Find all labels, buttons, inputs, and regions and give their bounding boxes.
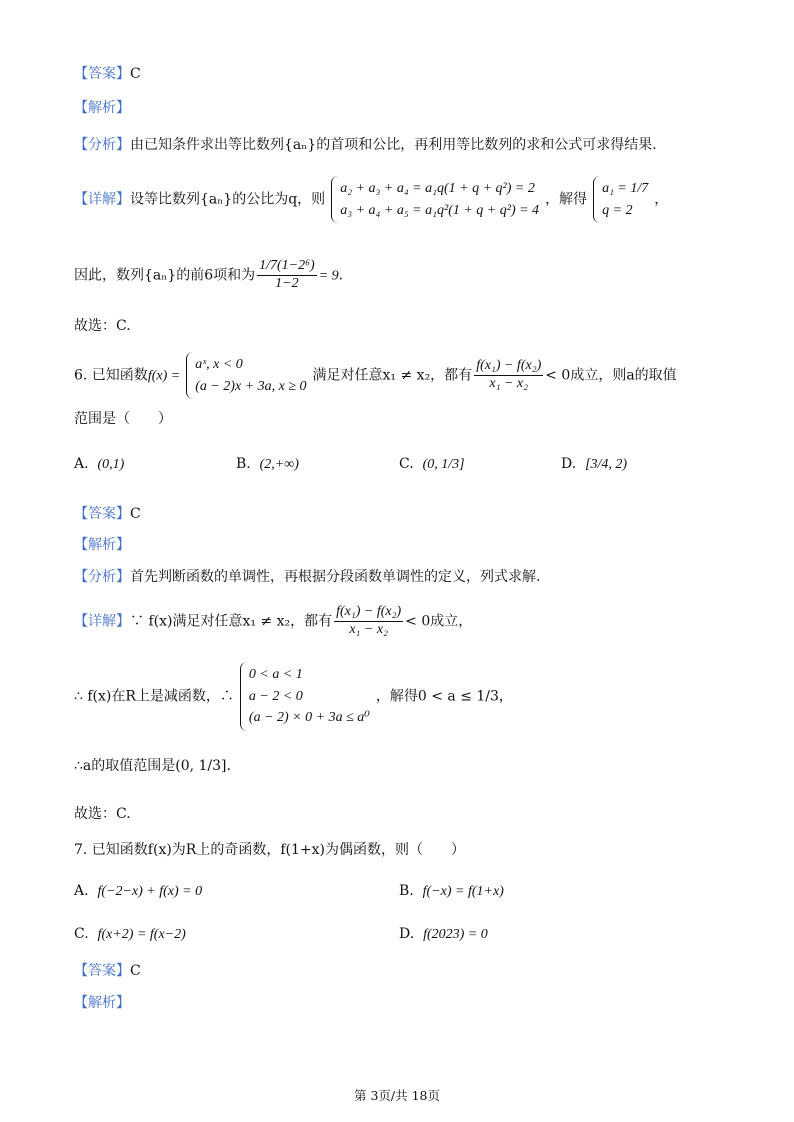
q5-answer-line — [74, 66, 141, 83]
condition-2: a − 2 < 0 — [248, 688, 303, 704]
answer-tag: 【答案】 — [74, 963, 130, 979]
q6-detail-line1 — [74, 604, 472, 639]
equation-2: a₃ + a₄ + a₅ = a₁q²(1 + q + q²) = 4 — [340, 202, 540, 218]
condition-1: 0 < a < 1 — [248, 667, 303, 682]
solution-1: a₁ = 1/7 — [602, 181, 649, 196]
answer-tag: 【答案】 — [74, 506, 130, 522]
detail-1: ∵ f(x)满足对任意x₁ ≠ x₂，都有 — [130, 613, 333, 630]
difference-quotient — [474, 358, 543, 393]
page-footer: 第 3页/共 18页 — [353, 1088, 441, 1103]
detail-3: ∴a的取值范围是(0, 1/3]. — [74, 758, 231, 774]
q5-fenxi-line — [74, 137, 657, 154]
q7-option-a: A. f(−2−x) + f(x) = 0 — [74, 883, 203, 899]
sum-numerator: 1/7(1−2⁶) — [257, 258, 317, 276]
q6-option-c: C. (0, 1/3] — [399, 456, 465, 472]
condition-system — [240, 662, 370, 731]
answer-value: C — [130, 66, 141, 82]
choose-text: 故选：C. — [74, 806, 131, 822]
q6-stem-line2 — [74, 411, 172, 428]
q6-stem-line: 6. 已知函数f(x) = aˣ, x < 0 (a − 2)x + 3a, x ≥ 0 满足对任意x₁ ≠ x₂，都有 $\frac{\text{f(x₁) − f(x₂)}}{\text{x₁ − x₂}}$ < 0成立，则a的取值 — [74, 352, 677, 399]
answer-value: C — [130, 963, 141, 979]
q7-answer-line — [74, 963, 141, 980]
therefore-text: 因此，数列{aₙ}的前6项和为 — [74, 267, 256, 284]
detail-1-end: < 0成立， — [405, 613, 473, 630]
answer-tag: 【答案】 — [74, 66, 130, 82]
q7-option-d: D. f(2023) = 0 — [399, 926, 488, 942]
equation-1: a₂ + a₃ + a₄ = a₁q(1 + q + q²) = 2 — [340, 181, 535, 196]
q6-option-b: B. (2,+∞) — [236, 456, 299, 472]
dq-numerator: f(x₁) − f(x₂) — [474, 358, 543, 376]
q6-stem-mid: 满足对任意x₁ ≠ x₂，都有 — [312, 367, 473, 384]
piece-1: aˣ, x < 0 — [195, 357, 243, 372]
q6-choose-line — [74, 806, 131, 823]
fenxi-tag: 【分析】 — [74, 137, 130, 153]
analysis-tag: 【解析】 — [74, 537, 130, 553]
equation-system — [331, 176, 539, 223]
q7-analysis-line — [74, 995, 130, 1012]
solution-2: q = 2 — [602, 202, 633, 218]
q6-fenxi-line — [74, 569, 540, 586]
piece-2: (a − 2)x + 3a, x ≥ 0 — [195, 378, 307, 394]
analysis-tag: 【解析】 — [74, 100, 130, 116]
q6-stem-end: < 0成立，则a的取值 — [545, 367, 677, 384]
detail-intro: 设等比数列{aₙ}的公比为q，则 — [130, 191, 326, 208]
difference-quotient-2: $\frac{\text{f(x₁) − f(x₂)}}{\text{x₁ − x₂}}$ — [336, 604, 402, 637]
fenxi-tag: 【分析】 — [74, 569, 130, 585]
answer-value: C — [130, 506, 141, 522]
dq-denominator: x₁ − x₂ — [489, 376, 529, 392]
q7-stem: 7. 已知函数f(x)为R上的奇函数，f(1+x)为偶函数，则（ ） — [74, 842, 465, 858]
q7-stem-line — [74, 842, 465, 859]
q7-option-c: C. f(x+2) = f(x−2) — [74, 926, 186, 942]
q7-option-b: B. f(−x) = f(1+x) — [399, 883, 504, 899]
condition-3: (a − 2) × 0 + 3a ≤ a⁰ — [248, 710, 370, 726]
q5-detail-line: 【详解】设等比数列{aₙ}的公比为q，则 a₂ + a₃ + a₄ = a₁q(1 + q + q²) = 2 a₃ + a₄ + a₅ = a₁q²(1 + q + q²) = 4 ，解得 a₁ = 1/7 q = 2 ， — [74, 176, 668, 223]
q6-analysis-line — [74, 537, 130, 554]
q6-stem-prefix: 6. 已知函数 — [74, 367, 148, 384]
fenxi-text: 首先判断函数的单调性，再根据分段函数单调性的定义，列式求解. — [130, 569, 541, 585]
detail-tag: 【详解】 — [74, 613, 130, 630]
q5-analysis-line — [74, 100, 130, 117]
q5-therefore-line: 因此，数列{aₙ}的前6项和为 $\frac{\text{1/7(1−2⁶)}}{1-2}$ = 9. — [74, 258, 344, 291]
q6-detail-line2 — [74, 662, 513, 731]
q5-choose-line — [74, 318, 131, 335]
solve-text: ，解得 — [545, 191, 588, 208]
analysis-tag: 【解析】 — [74, 995, 130, 1011]
choose-text: 故选：C. — [74, 318, 131, 334]
sum-fraction — [257, 258, 317, 293]
q6-stem-cont: 范围是（ ） — [74, 411, 172, 427]
sum-denominator: 1−2 — [275, 275, 299, 291]
detail-tag: 【详解】 — [74, 191, 130, 208]
detail-2-end: ，解得0 < a ≤ 1/3， — [375, 688, 513, 705]
sum-result: = 9 — [318, 268, 339, 284]
q6-answer-line — [74, 506, 141, 523]
q6-option-d: D. [3/4, 2) — [561, 456, 628, 472]
q6-detail-line3 — [74, 758, 231, 775]
fenxi-text: 由已知条件求出等比数列{aₙ}的首项和公比，再利用等比数列的求和公式可求得结果. — [130, 137, 657, 153]
solution-system — [593, 176, 648, 223]
piecewise-function — [186, 352, 306, 399]
q6-option-a: A. (0,1) — [74, 456, 125, 472]
detail-2: ∴ f(x)在R上是减函数，∴ — [74, 688, 234, 705]
